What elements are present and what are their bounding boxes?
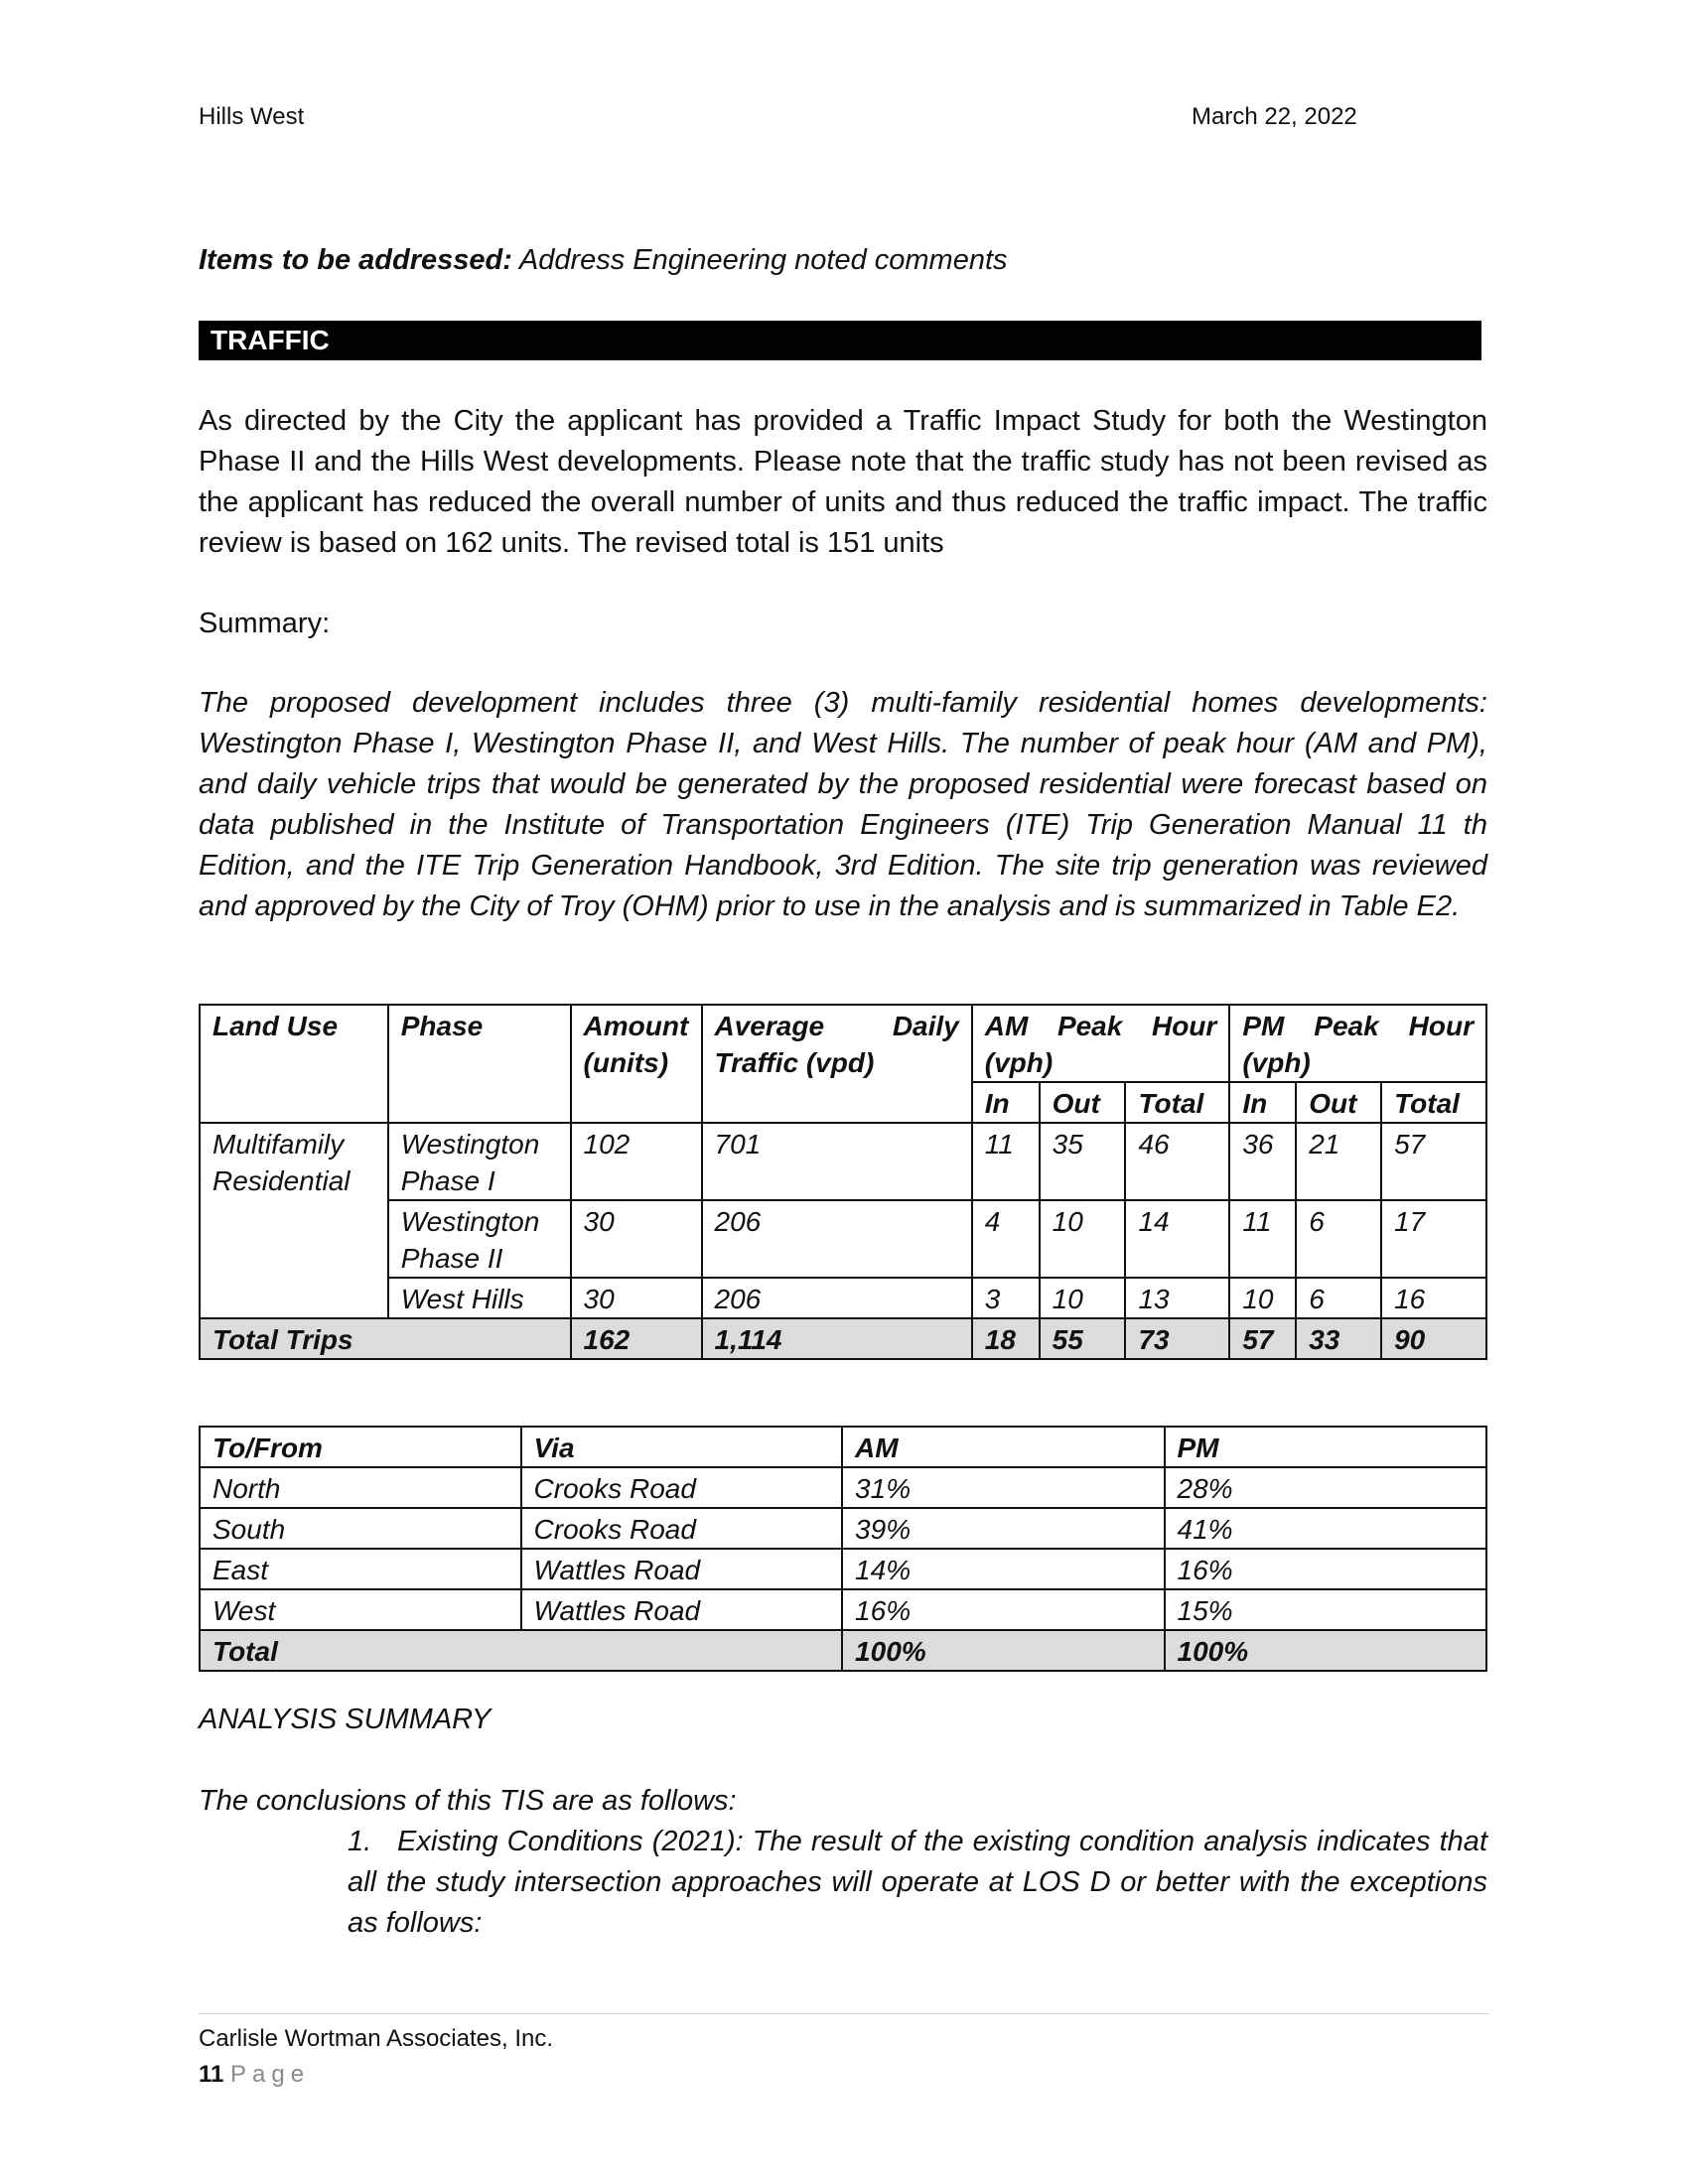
col-header-land-use: Land Use xyxy=(200,1005,388,1123)
col-header-adt: Average Daily Traffic (vpd) xyxy=(702,1005,972,1123)
col-header-pm-peak: PM Peak Hour (vph) xyxy=(1229,1005,1486,1082)
header-date: March 22, 2022 xyxy=(1192,103,1357,130)
summary-label: Summary: xyxy=(199,608,331,639)
header-left: Hills West xyxy=(199,103,305,130)
footer-page xyxy=(199,2061,310,2089)
table-header-row xyxy=(200,1005,1486,1082)
col-header-phase: Phase xyxy=(388,1005,571,1123)
traffic-paragraph: As directed by the City the applicant has provided a Traffic Impact Study for both the Westington Phase II and the Hills West developments. Please note that the traffic study has not been revised as the applicant has reduced the overall number of units and thus reduced the traffic impact. The traffic review is based on 162 units. The revised total is 151 units xyxy=(199,405,1487,559)
col-header-am-peak: AM Peak Hour (vph) xyxy=(972,1005,1230,1082)
col-header-am-out: Out xyxy=(1040,1082,1126,1123)
table-row: South Crooks Road 39% 41% xyxy=(200,1508,1486,1549)
table-row: West Wattles Road 16% 15% xyxy=(200,1589,1486,1630)
conclusion-item-1: Existing Conditions (2021): The result of the existing condition analysis indicates that all the study intersection approaches will operate at LOS D or better with the exceptions as follows: xyxy=(348,1826,1487,1939)
col-header-am-total: Total xyxy=(1125,1082,1229,1123)
table-header-row: To/From Via AM PM xyxy=(200,1427,1486,1467)
trip-generation-table xyxy=(199,1004,1487,1360)
col-header-am-in: In xyxy=(972,1082,1040,1123)
analysis-heading: ANALYSIS SUMMARY xyxy=(199,1704,492,1735)
page-label: Page xyxy=(230,2061,311,2088)
col-header-pm-out: Out xyxy=(1296,1082,1381,1123)
table-row: West Hills 30 206 3 10 13 10 6 16 xyxy=(200,1278,1486,1318)
page-number: 11 xyxy=(199,2061,224,2088)
conclusion-number: 1. xyxy=(348,1826,372,1857)
items-line xyxy=(199,240,1008,281)
trip-distribution-table xyxy=(199,1426,1487,1672)
footer-divider xyxy=(199,2013,1489,2014)
table-row: North Crooks Road 31% 28% xyxy=(200,1467,1486,1508)
footer-company: Carlisle Wortman Associates, Inc. xyxy=(199,2025,554,2052)
table-row: Multifamily Residential Westington Phase I 102 701 11 35 46 36 21 57 xyxy=(200,1123,1486,1200)
table-total-row: Total 100% 100% xyxy=(200,1630,1486,1671)
land-use-cell: Multifamily Residential xyxy=(200,1123,388,1318)
items-label: Items to be addressed: xyxy=(199,244,512,276)
section-band-traffic: TRAFFIC xyxy=(199,321,1481,360)
table-row: East Wattles Road 14% 16% xyxy=(200,1549,1486,1589)
col-header-amount: Amount (units) xyxy=(571,1005,702,1123)
conclusions-intro: The conclusions of this TIS are as follows: xyxy=(199,1785,737,1817)
col-header-pm-total: Total xyxy=(1381,1082,1486,1123)
table-row: Westington Phase II 30 206 4 10 14 11 6 17 xyxy=(200,1200,1486,1278)
col-header-pm-in: In xyxy=(1229,1082,1296,1123)
items-text: Address Engineering noted comments xyxy=(518,244,1008,276)
table-total-row: Total Trips 162 1,114 18 55 73 57 33 90 xyxy=(200,1318,1486,1359)
summary-paragraph: The proposed development includes three (3) multi-family residential homes developments: Westington Phase I, Westington Phase II, and West Hills. The number of peak hour (AM and PM), and daily vehicle trips that would be generated by the proposed residential were forecast based on data published in the Institute of Transportation Engineers (ITE) Trip Generation Manual 11 th Edition, and the ITE Trip Generation Handbook, 3rd Edition. The site trip generation was reviewed and approved by the City of Troy (OHM) prior to use in the analysis and is summarized in Table E2. xyxy=(199,687,1487,922)
